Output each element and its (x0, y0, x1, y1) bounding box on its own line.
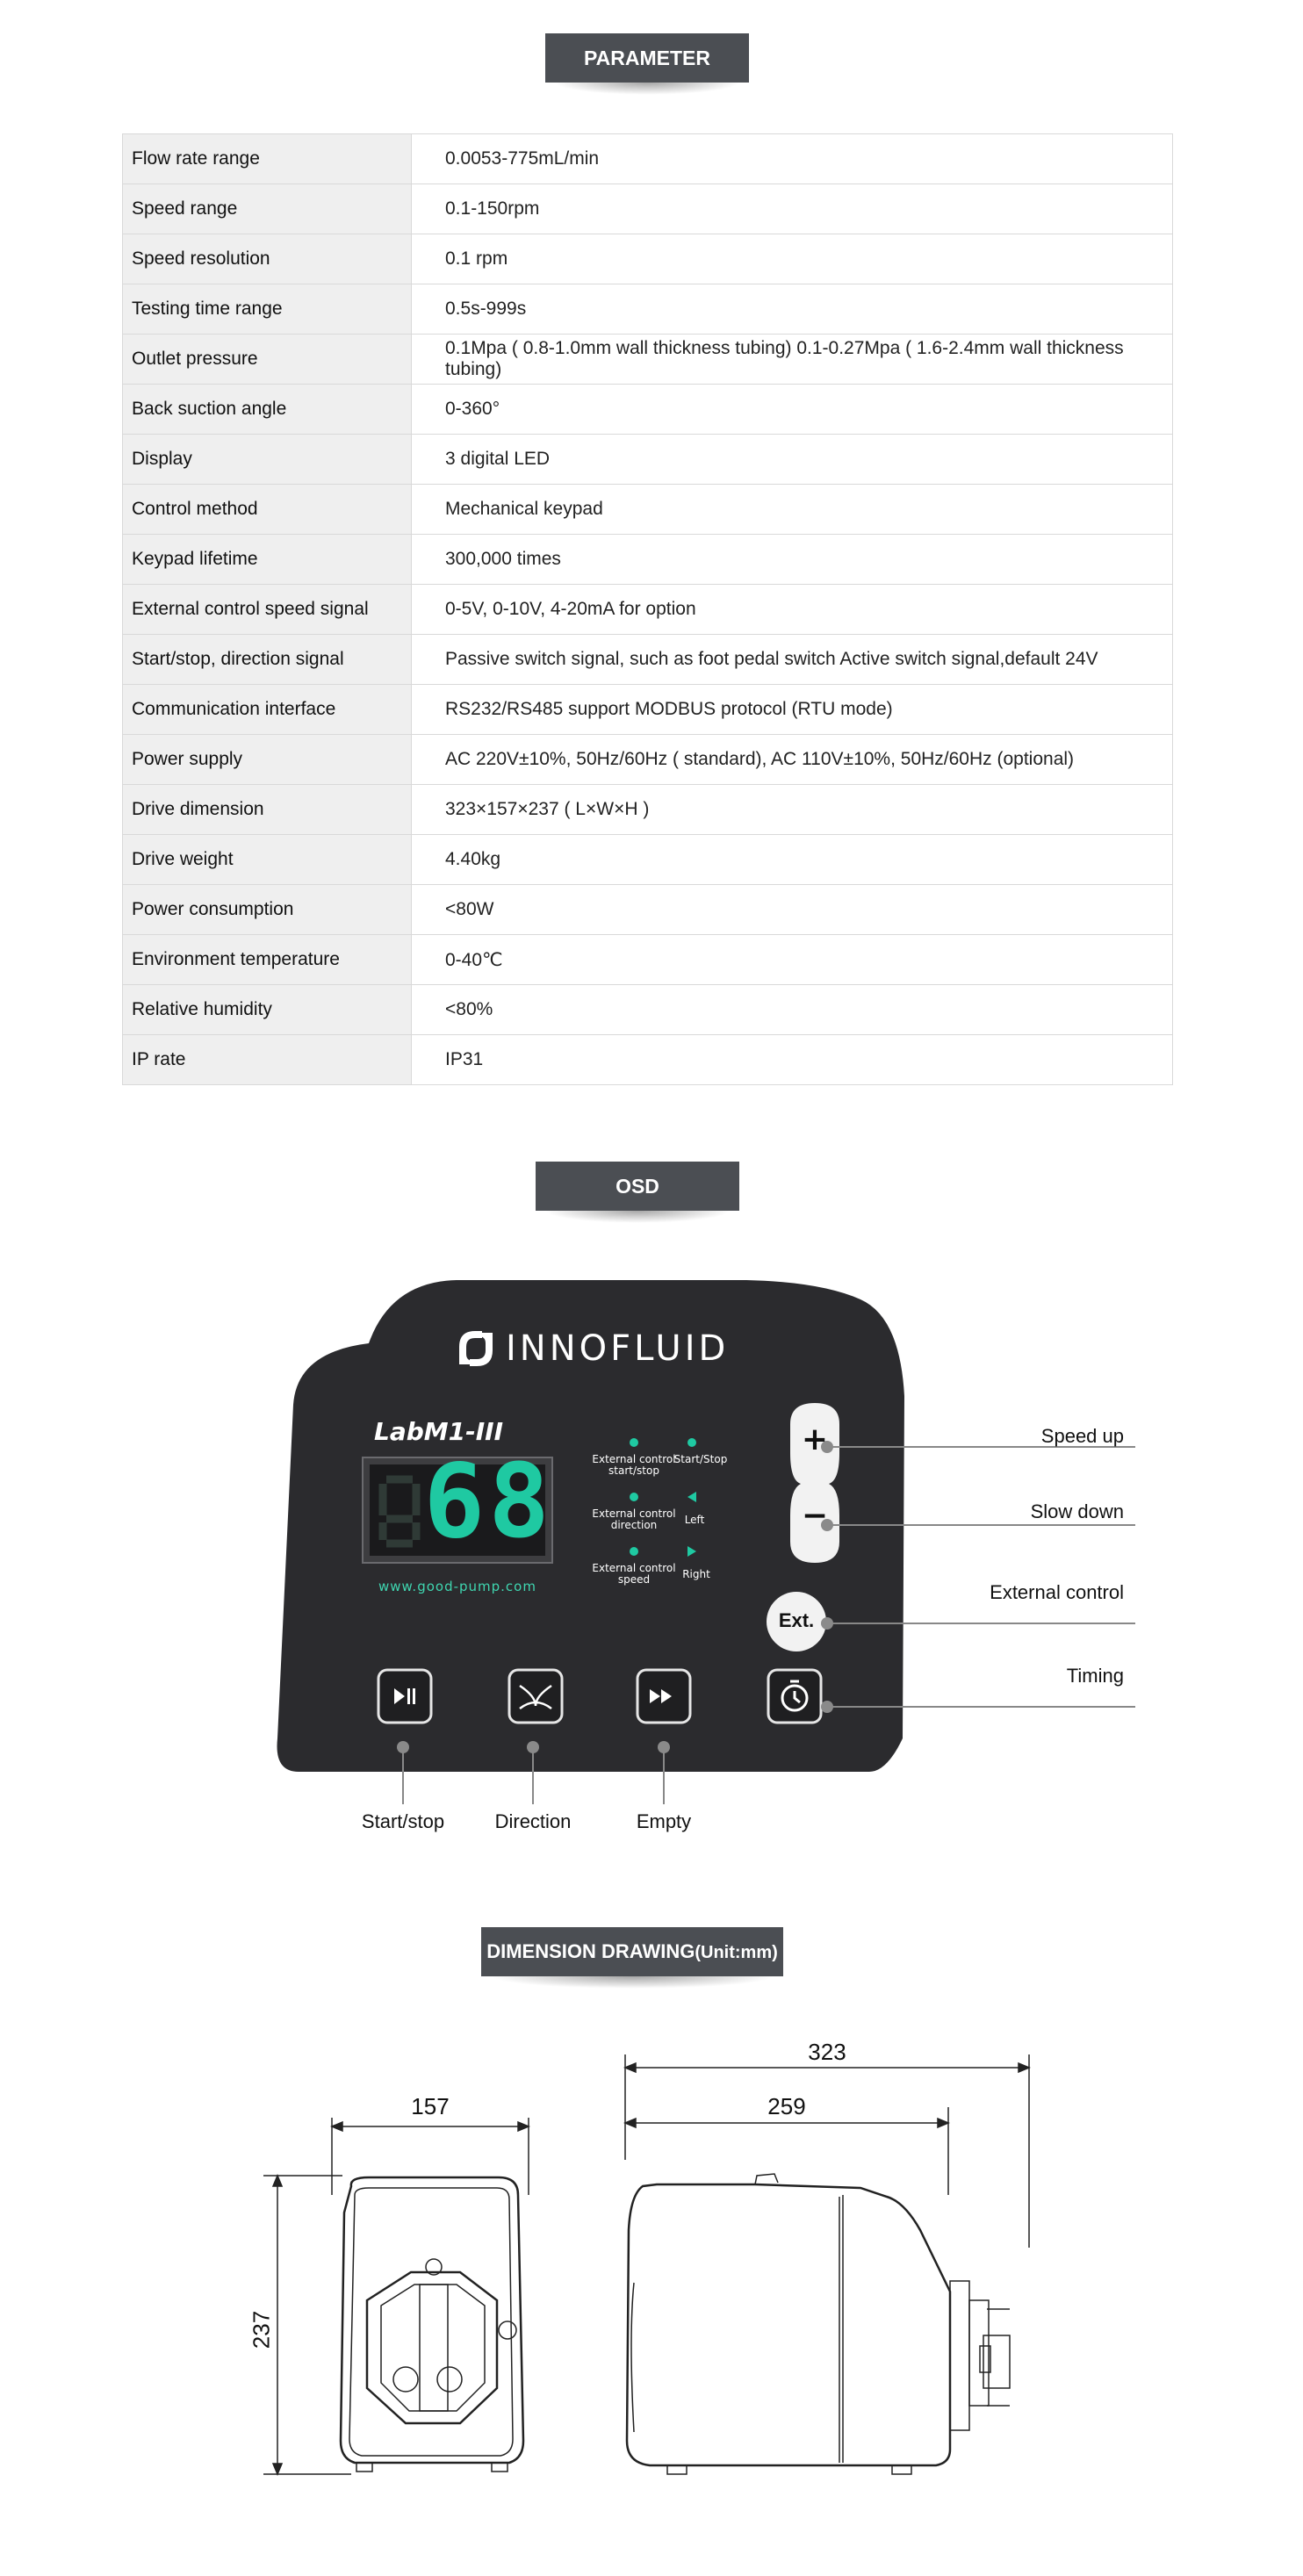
parameter-value: <80% (412, 985, 1173, 1035)
indicator-label-left: Left (684, 1514, 705, 1526)
parameter-key: Start/stop, direction signal (123, 635, 412, 685)
parameter-row (123, 435, 1173, 485)
callout-slow-down: Slow down (1030, 1500, 1124, 1522)
parameter-row (123, 385, 1173, 435)
parameter-key: Communication interface (123, 685, 412, 735)
parameter-row (123, 335, 1173, 385)
model-name: LabM1-III (374, 1417, 503, 1446)
parameter-value: 0.5s-999s (412, 284, 1173, 335)
parameter-value: 0-5V, 0-10V, 4-20mA for option (412, 585, 1173, 635)
slow-down-button[interactable]: − (801, 1498, 829, 1534)
parameter-row (123, 735, 1173, 785)
parameter-row (123, 535, 1173, 585)
callout-direction: Direction (494, 1810, 572, 1832)
parameter-row (123, 585, 1173, 635)
dim-length-label: 323 (808, 2039, 846, 2065)
parameter-key: Outlet pressure (123, 335, 412, 385)
parameter-value: 0.1Mpa ( 0.8-1.0mm wall thickness tubing) 0.1-0.27Mpa ( 1.6-2.4mm wall thickness tubing) (412, 335, 1173, 385)
parameter-key: Drive weight (123, 835, 412, 885)
parameter-row (123, 935, 1173, 985)
parameter-key: Environment temperature (123, 935, 412, 985)
parameter-key: Keypad lifetime (123, 535, 412, 585)
parameter-key: Power consumption (123, 885, 412, 935)
parameter-row (123, 284, 1173, 335)
website-url: www.good-pump.com (378, 1579, 536, 1594)
parameter-key: Testing time range (123, 284, 412, 335)
parameter-row (123, 835, 1173, 885)
parameter-value: 3 digital LED (412, 435, 1173, 485)
parameter-value: IP31 (412, 1035, 1173, 1085)
parameter-key: External control speed signal (123, 585, 412, 635)
parameter-value: RS232/RS485 support MODBUS protocol (RTU mode) (412, 685, 1173, 735)
indicator-ext-speed-led (630, 1547, 638, 1556)
parameter-key: Flow rate range (123, 134, 412, 184)
parameter-value: <80W (412, 885, 1173, 935)
parameter-value: 0-40℃ (412, 935, 1173, 985)
parameter-value: AC 220V±10%, 50Hz/60Hz ( standard), AC 110V±10%, 50Hz/60Hz (optional) (412, 735, 1173, 785)
callout-external-control: External control (990, 1581, 1124, 1603)
parameter-key: Speed range (123, 184, 412, 234)
parameter-value: Mechanical keypad (412, 485, 1173, 535)
parameter-key: Relative humidity (123, 985, 412, 1035)
parameter-row (123, 184, 1173, 234)
parameter-row (123, 685, 1173, 735)
empty-button[interactable] (637, 1670, 690, 1723)
dimension-unit: (Unit:mm) (695, 1943, 778, 1962)
parameter-heading: PARAMETER (545, 33, 749, 83)
callout-empty: Empty (636, 1810, 692, 1832)
indicator-label-ext-start-stop: External control start/stop (592, 1453, 676, 1477)
parameter-row (123, 1035, 1173, 1085)
parameter-key: Power supply (123, 735, 412, 785)
dimension-heading-text: DIMENSION DRAWING (486, 1940, 695, 1962)
dim-depth-label: 259 (767, 2093, 806, 2119)
parameter-key: Back suction angle (123, 385, 412, 435)
parameter-key: Control method (123, 485, 412, 535)
dim-height-label: 237 (248, 2310, 275, 2349)
parameter-value: 0.1-150rpm (412, 184, 1173, 234)
parameter-key: Display (123, 435, 412, 485)
callout-speed-up: Speed up (1040, 1425, 1124, 1447)
osd-heading: OSD (536, 1162, 739, 1211)
start-stop-button[interactable] (378, 1670, 431, 1723)
indicator-ext-start-stop-led (630, 1438, 638, 1447)
parameter-key: Speed resolution (123, 234, 412, 284)
parameter-row (123, 635, 1173, 685)
parameter-row (123, 485, 1173, 535)
parameter-key: Drive dimension (123, 785, 412, 835)
dim-width-label: 157 (411, 2093, 450, 2119)
callout-timing: Timing (1066, 1665, 1124, 1687)
parameter-row (123, 985, 1173, 1035)
parameter-value: 0.1 rpm (412, 234, 1173, 284)
parameter-row (123, 785, 1173, 835)
timing-button[interactable] (768, 1670, 821, 1723)
parameter-row (123, 134, 1173, 184)
parameter-value: 323×157×237 ( L×W×H ) (412, 785, 1173, 835)
parameter-row (123, 885, 1173, 935)
brand-name: INNOFLUID (506, 1328, 730, 1369)
parameter-value: 0.0053-775mL/min (412, 134, 1173, 184)
indicator-start-stop-led (687, 1438, 696, 1447)
indicator-ext-direction-led (630, 1493, 638, 1501)
led-digits: 68 (423, 1443, 553, 1561)
indicator-label-right: Right (682, 1568, 710, 1580)
indicator-label-ext-speed: External control speed (592, 1562, 676, 1586)
parameter-table (122, 133, 1173, 1085)
direction-button[interactable] (509, 1670, 562, 1723)
indicator-label-start-stop: Start/Stop (673, 1453, 728, 1465)
parameter-value: 4.40kg (412, 835, 1173, 885)
speed-up-button[interactable]: + (801, 1421, 829, 1457)
dimension-heading (481, 1927, 783, 1976)
parameter-key: IP rate (123, 1035, 412, 1085)
parameter-value: Passive switch signal, such as foot pedal switch Active switch signal,default 24V (412, 635, 1173, 685)
parameter-row (123, 234, 1173, 284)
parameter-value: 0-360° (412, 385, 1173, 435)
ext-button-label: Ext. (778, 1609, 815, 1631)
callout-start-stop: Start/stop (361, 1810, 445, 1832)
parameter-value: 300,000 times (412, 535, 1173, 585)
indicator-label-ext-direction: External control direction (592, 1507, 676, 1531)
dimension-drawing (0, 2019, 1303, 2511)
